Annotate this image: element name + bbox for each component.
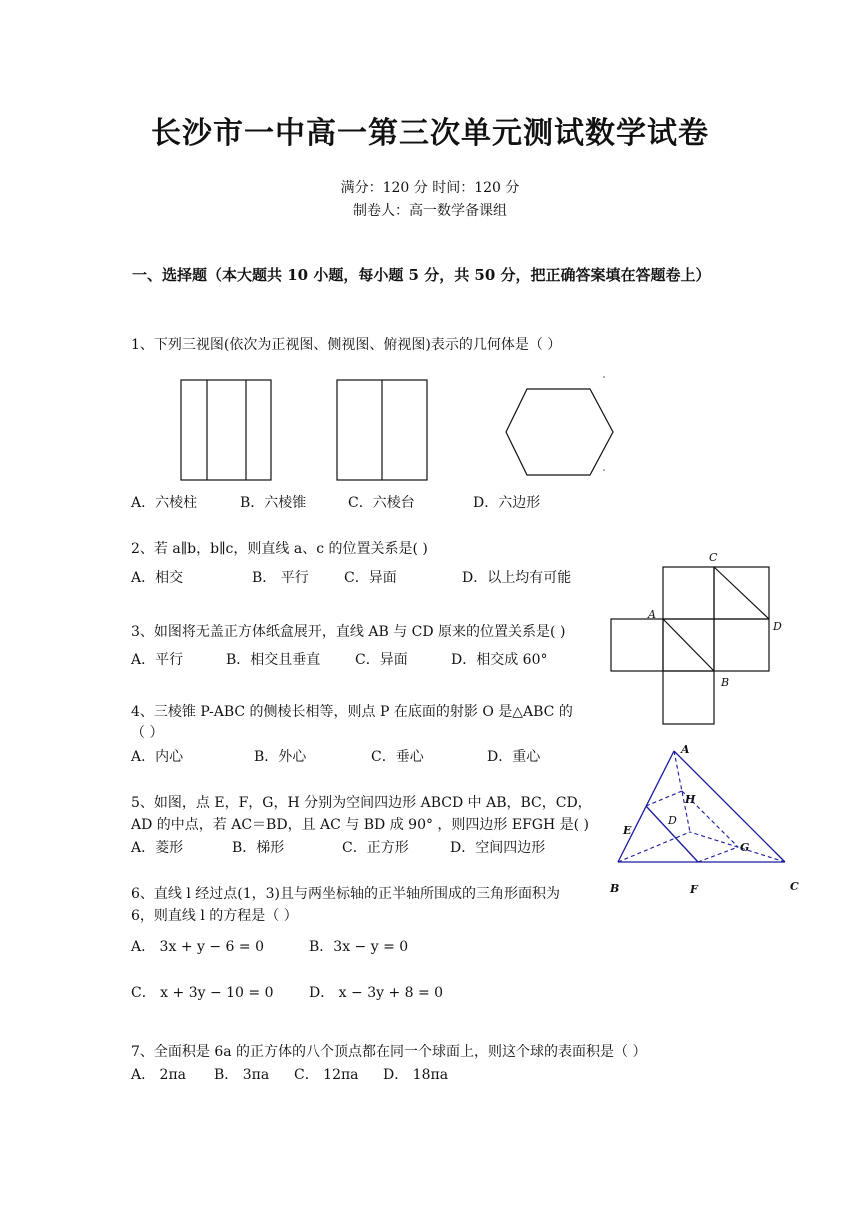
q4-option-d: D．重心 <box>487 749 541 765</box>
net-label-b: B <box>721 676 730 689</box>
net-label-a: A <box>648 608 656 621</box>
q7-option-a: A． 2πa <box>131 1067 187 1083</box>
question-5-stem-cont: AD 的中点，若 AC＝BD，且 AC 与 BD 成 90° ，则四边形 EFGH 是( ) <box>131 817 590 833</box>
tetra-label-f: F <box>690 883 698 896</box>
q7-option-b: B． 3πa <box>214 1067 270 1083</box>
q6-option-b: B．3x − y = 0 <box>309 939 409 955</box>
question-2-stem: 2、若 a∥b，b∥c，则直线 a、c 的位置关系是( ) <box>131 541 428 557</box>
q3-option-d: D．相交成 60° <box>451 652 548 668</box>
q2-option-a: A．相交 <box>131 570 184 586</box>
tetra-label-c: C <box>790 880 799 893</box>
question-6-stem-cont: 6，则直线 l 的方程是（ ） <box>131 908 298 924</box>
q5-option-b: B．梯形 <box>232 840 285 856</box>
tetra-label-d: D <box>668 814 677 827</box>
q7-option-d: D． 18πa <box>383 1067 449 1083</box>
q7-option-c: C． 12πa <box>294 1067 359 1083</box>
question-1-stem: 1、下列三视图(依次为正视图、侧视图、俯视图)表示的几何体是（ ） <box>131 337 562 353</box>
tetra-label-e: E <box>623 824 632 837</box>
section-heading: 一、选择题（本大题共 10 小题，每小题 5 分，共 50 分，把正确答案填在答题卷上） <box>132 266 711 284</box>
q4-option-a: A．内心 <box>131 749 184 765</box>
exam-meta: 满分：120 分 时间：120 分 <box>340 180 520 196</box>
tetra-label-g: G <box>740 841 750 854</box>
q4-option-b: B．外心 <box>254 749 307 765</box>
tetra-label-h: H <box>685 793 696 806</box>
q4-option-c: C．垂心 <box>371 749 424 765</box>
net-label-d: D <box>773 620 782 633</box>
question-6-stem: 6、直线 l 经过点(1，3)且与两坐标轴的正半轴所围成的三角形面积为 <box>131 886 561 902</box>
tetra-label-b: B <box>610 882 620 895</box>
q3-option-a: A．平行 <box>131 652 184 668</box>
q1-option-d: D．六边形 <box>473 495 541 511</box>
question-4-stem-cont: （ ） <box>131 725 164 741</box>
question-5-stem: 5、如图，点 E，F，G，H 分别为空间四边形 ABCD 中 AB，BC，CD， <box>131 795 592 811</box>
q3-option-b: B．相交且垂直 <box>226 652 321 668</box>
q5-option-d: D．空间四边形 <box>450 840 546 856</box>
q3-option-c: C．异面 <box>355 652 408 668</box>
q5-option-c: C．正方形 <box>342 840 409 856</box>
net-label-c: C <box>709 551 718 564</box>
question-3-stem: 3、如图将无盖正方体纸盒展开，直线 AB 与 CD 原来的位置关系是( ) <box>131 624 566 640</box>
q6-option-a: A． 3x + y − 6 = 0 <box>131 939 264 955</box>
page-title: 长沙市一中高一第三次单元测试数学试卷 <box>151 116 709 151</box>
q2-option-c: C．异面 <box>344 570 397 586</box>
q2-option-b: B． 平行 <box>252 570 309 586</box>
question-7-stem: 7、全面积是 6a 的正方体的八个顶点都在同一个球面上，则这个球的表面积是（ ） <box>131 1044 647 1060</box>
q2-option-d: D．以上均有可能 <box>462 570 572 586</box>
q1-option-c: C．六棱台 <box>348 495 415 511</box>
q1-option-b: B．六棱锥 <box>240 495 307 511</box>
tetra-label-a: A <box>681 743 690 756</box>
q6-option-c: C． x + 3y − 10 = 0 <box>131 985 274 1001</box>
exam-author: 制卷人：高一数学备课组 <box>353 203 507 219</box>
q1-option-a: A．六棱柱 <box>131 495 198 511</box>
question-4-stem: 4、三棱锥 P-ABC 的侧棱长相等，则点 P 在底面的射影 O 是△ABC 的 <box>131 704 573 720</box>
q5-option-a: A．菱形 <box>131 840 184 856</box>
q6-option-d: D． x − 3y + 8 = 0 <box>309 985 444 1001</box>
